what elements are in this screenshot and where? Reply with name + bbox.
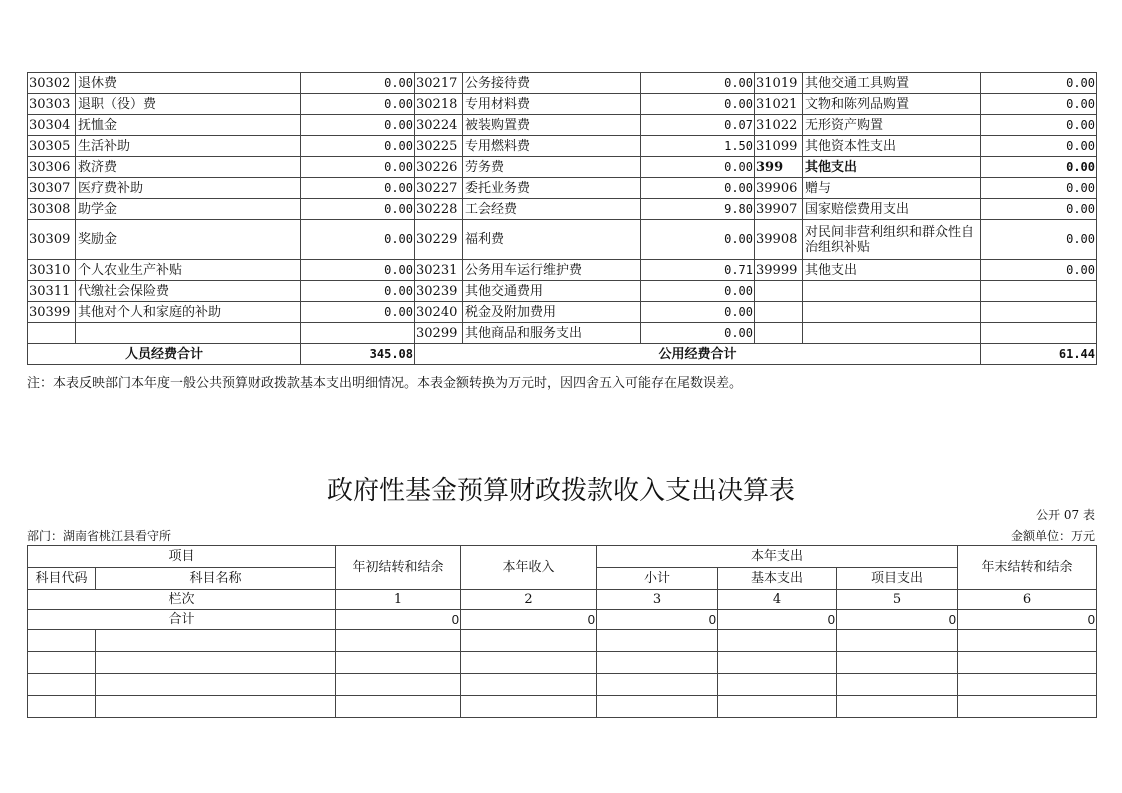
name-cell: 委托业务费: [463, 178, 641, 199]
header-row-1: [28, 546, 1097, 568]
value-cell: [981, 323, 1097, 344]
name-cell: 劳务费: [463, 157, 641, 178]
value-cell: 0.00: [301, 136, 415, 157]
name-cell: 其他支出: [803, 157, 981, 178]
total-value: 0: [597, 610, 718, 630]
header-expense: 本年支出: [597, 546, 958, 568]
col-num: 5: [837, 590, 958, 610]
col-num: 1: [336, 590, 461, 610]
name-cell: 被装购置费: [463, 115, 641, 136]
col-num: 4: [718, 590, 837, 610]
code-cell: 30240: [415, 302, 463, 323]
header-col-label: 栏次: [28, 590, 336, 610]
header-end-balance: 年末结转和结余: [958, 546, 1097, 590]
code-cell: 30217: [415, 73, 463, 94]
code-cell: 30225: [415, 136, 463, 157]
value-cell: [301, 323, 415, 344]
code-cell: 31099: [755, 136, 803, 157]
basic-expense-detail-table: [27, 72, 1097, 365]
total-value: 0: [837, 610, 958, 630]
col-num: 3: [597, 590, 718, 610]
personnel-total-value: 345.08: [301, 344, 415, 365]
code-cell: [28, 323, 76, 344]
name-cell: [803, 281, 981, 302]
value-cell: 0.00: [981, 199, 1097, 220]
name-cell: 其他商品和服务支出: [463, 323, 641, 344]
code-cell: 30299: [415, 323, 463, 344]
value-cell: 0.00: [981, 157, 1097, 178]
total-value: 0: [718, 610, 837, 630]
name-cell: 对民间非营利组织和群众性自治组织补贴: [803, 220, 981, 260]
table-row: [28, 94, 1097, 115]
value-cell: 0.00: [301, 115, 415, 136]
name-cell: 医疗费补助: [76, 178, 301, 199]
name-cell: 抚恤金: [76, 115, 301, 136]
value-cell: 0.00: [981, 73, 1097, 94]
code-cell: 31021: [755, 94, 803, 115]
code-cell: [755, 323, 803, 344]
name-cell: 其他交通工具购置: [803, 73, 981, 94]
code-cell: 30306: [28, 157, 76, 178]
code-cell: 30308: [28, 199, 76, 220]
name-cell: 其他对个人和家庭的补助: [76, 302, 301, 323]
value-cell: 0.00: [301, 157, 415, 178]
table-row: [28, 323, 1097, 344]
code-cell: 30226: [415, 157, 463, 178]
value-cell: 0.00: [301, 94, 415, 115]
header-begin-balance: 年初结转和结余: [336, 546, 461, 590]
page-title: 政府性基金预算财政拨款收入支出决算表: [326, 476, 795, 506]
value-cell: 0.00: [981, 178, 1097, 199]
col-num: 2: [461, 590, 597, 610]
name-cell: 退休费: [76, 73, 301, 94]
code-cell: 30303: [28, 94, 76, 115]
code-cell: 39908: [755, 220, 803, 260]
value-cell: 0.00: [981, 220, 1097, 260]
total-label: 合计: [28, 610, 336, 630]
value-cell: 0.00: [301, 199, 415, 220]
name-cell: 救济费: [76, 157, 301, 178]
code-cell: 30399: [28, 302, 76, 323]
table-note: 注：本表反映部门本年度一般公共预算财政拨款基本支出明细情况。本表金额转换为万元时，因四舍五入可能存在尾数误差。: [27, 376, 743, 391]
header-project: 项目: [28, 546, 336, 568]
form-number: 公开 07 表: [1036, 508, 1095, 522]
value-cell: 0.00: [641, 94, 755, 115]
name-cell: 代缴社会保险费: [76, 281, 301, 302]
name-cell: 其他资本性支出: [803, 136, 981, 157]
total-value: 0: [461, 610, 597, 630]
government-fund-table: [27, 545, 1097, 718]
code-cell: 31019: [755, 73, 803, 94]
value-cell: 0.00: [301, 178, 415, 199]
value-cell: [981, 302, 1097, 323]
public-total-label: 公用经费合计: [415, 344, 981, 365]
name-cell: 公务接待费: [463, 73, 641, 94]
code-cell: 30229: [415, 220, 463, 260]
code-cell: [755, 302, 803, 323]
value-cell: 1.50: [641, 136, 755, 157]
department-label: 部门：湖南省桃江县看守所: [27, 529, 172, 543]
name-cell: 赠与: [803, 178, 981, 199]
table-row: [28, 136, 1097, 157]
header-income: 本年收入: [461, 546, 597, 590]
value-cell: 0.00: [641, 281, 755, 302]
name-cell: 福利费: [463, 220, 641, 260]
value-cell: 9.80: [641, 199, 755, 220]
value-cell: 0.00: [981, 115, 1097, 136]
table-row: [28, 302, 1097, 323]
table-row: [28, 281, 1097, 302]
code-cell: 30224: [415, 115, 463, 136]
code-cell: 30305: [28, 136, 76, 157]
code-cell: 30302: [28, 73, 76, 94]
value-cell: 0.00: [981, 136, 1097, 157]
value-cell: 0.00: [981, 94, 1097, 115]
value-cell: 0.07: [641, 115, 755, 136]
code-cell: 30218: [415, 94, 463, 115]
code-cell: [755, 281, 803, 302]
value-cell: [981, 281, 1097, 302]
table-row: [28, 115, 1097, 136]
value-cell: 0.00: [641, 220, 755, 260]
name-cell: 专用燃料费: [463, 136, 641, 157]
empty-row: [28, 630, 1097, 652]
code-cell: 30239: [415, 281, 463, 302]
code-cell: 39999: [755, 260, 803, 281]
empty-row: [28, 652, 1097, 674]
code-cell: 30227: [415, 178, 463, 199]
table-row: [28, 199, 1097, 220]
name-cell: 专用材料费: [463, 94, 641, 115]
col-num: 6: [958, 590, 1097, 610]
code-cell: 31022: [755, 115, 803, 136]
name-cell: 生活补助: [76, 136, 301, 157]
code-cell: 30311: [28, 281, 76, 302]
personnel-total-label: 人员经费合计: [28, 344, 301, 365]
empty-row: [28, 696, 1097, 718]
public-total-value: 61.44: [981, 344, 1097, 365]
code-cell: 30307: [28, 178, 76, 199]
total-value: 0: [958, 610, 1097, 630]
name-cell: [803, 323, 981, 344]
code-cell: 39907: [755, 199, 803, 220]
name-cell: 税金及附加费用: [463, 302, 641, 323]
name-cell: 无形资产购置: [803, 115, 981, 136]
value-cell: 0.00: [301, 220, 415, 260]
header-subtotal: 小计: [597, 568, 718, 590]
name-cell: 奖励金: [76, 220, 301, 260]
total-row: [28, 610, 1097, 630]
name-cell: 助学金: [76, 199, 301, 220]
table-row: [28, 73, 1097, 94]
value-cell: 0.00: [301, 260, 415, 281]
header-basic: 基本支出: [718, 568, 837, 590]
basic-expense-detail-body: [28, 73, 1097, 344]
code-cell: 30309: [28, 220, 76, 260]
name-cell: 公务用车运行维护费: [463, 260, 641, 281]
name-cell: [803, 302, 981, 323]
table-row: [28, 260, 1097, 281]
code-cell: 30304: [28, 115, 76, 136]
empty-row: [28, 674, 1097, 696]
value-cell: 0.71: [641, 260, 755, 281]
totals-row: [28, 344, 1097, 365]
name-cell: 工会经费: [463, 199, 641, 220]
name-cell: [76, 323, 301, 344]
header-name: 科目名称: [96, 568, 336, 590]
name-cell: 退职（役）费: [76, 94, 301, 115]
code-cell: 399: [755, 157, 803, 178]
value-cell: 0.00: [301, 302, 415, 323]
name-cell: 其他支出: [803, 260, 981, 281]
code-cell: 30228: [415, 199, 463, 220]
value-cell: 0.00: [301, 73, 415, 94]
header-code: 科目代码: [28, 568, 96, 590]
value-cell: 0.00: [641, 302, 755, 323]
header-project-expense: 项目支出: [837, 568, 958, 590]
table-row: [28, 220, 1097, 260]
table-row: [28, 157, 1097, 178]
code-cell: 30310: [28, 260, 76, 281]
name-cell: 其他交通费用: [463, 281, 641, 302]
name-cell: 文物和陈列品购置: [803, 94, 981, 115]
value-cell: 0.00: [981, 260, 1097, 281]
value-cell: 0.00: [641, 178, 755, 199]
total-value: 0: [336, 610, 461, 630]
value-cell: 0.00: [301, 281, 415, 302]
column-number-row: [28, 590, 1097, 610]
value-cell: 0.00: [641, 323, 755, 344]
value-cell: 0.00: [641, 157, 755, 178]
code-cell: 30231: [415, 260, 463, 281]
code-cell: 39906: [755, 178, 803, 199]
amount-unit-label: 金额单位：万元: [1010, 529, 1095, 543]
table-row: [28, 178, 1097, 199]
value-cell: 0.00: [641, 73, 755, 94]
name-cell: 国家赔偿费用支出: [803, 199, 981, 220]
name-cell: 个人农业生产补贴: [76, 260, 301, 281]
